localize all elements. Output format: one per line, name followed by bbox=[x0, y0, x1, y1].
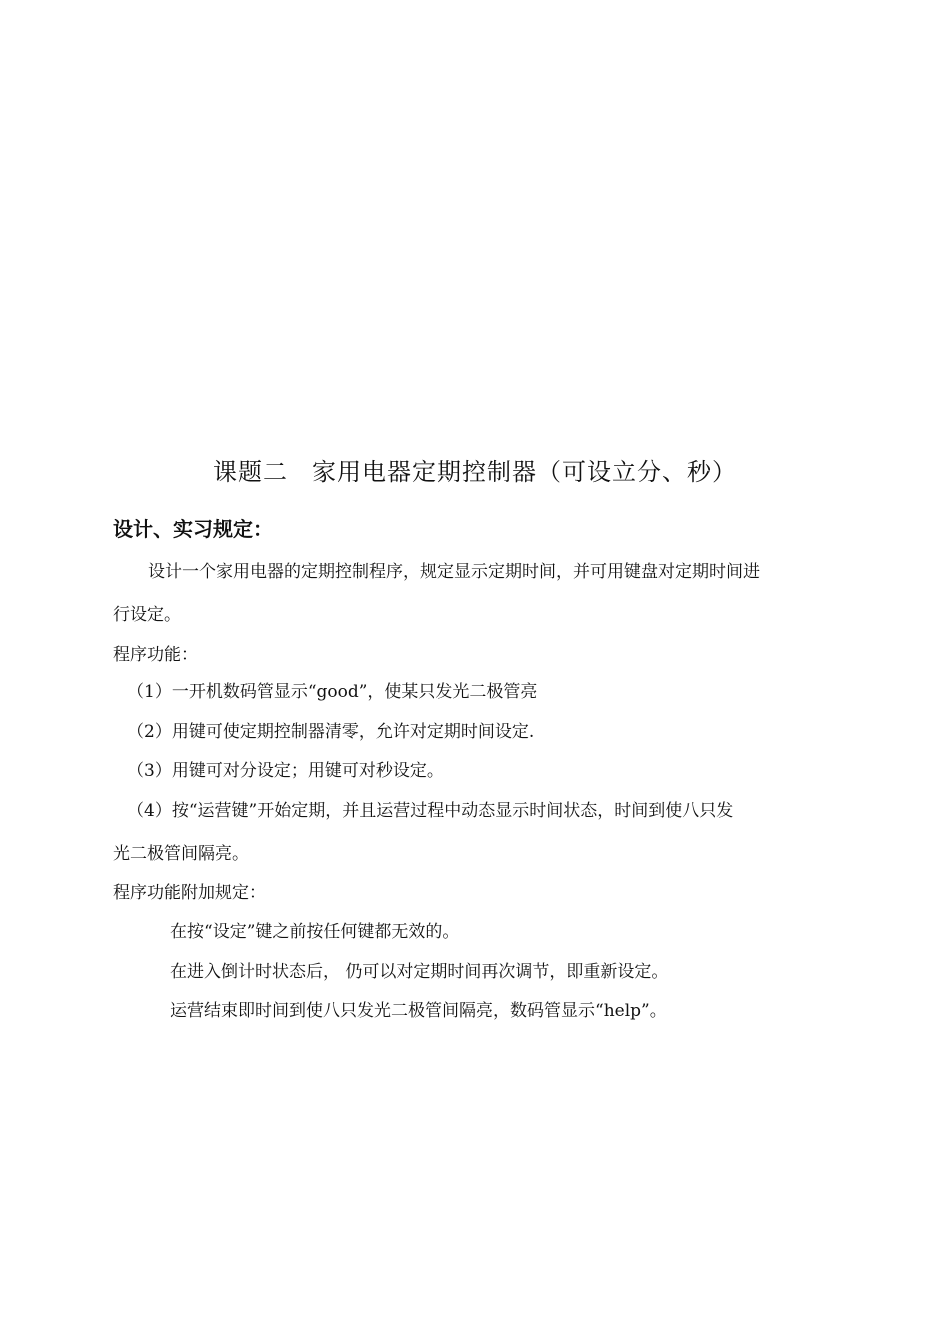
feature-item-1: （1）一开机数码管显示“good”，使某只发光二极管亮 bbox=[127, 682, 538, 702]
document-title bbox=[0, 454, 950, 490]
feature-item-2: （2）用键可使定期控制器清零，允许对定期时间设定. bbox=[127, 722, 535, 742]
feature-item-3: （3）用键可对分设定；用键可对秒设定。 bbox=[127, 761, 444, 781]
title-topic-number: 课题二 bbox=[213, 458, 288, 486]
intro-line-2: 行设定。 bbox=[113, 605, 181, 625]
extra-heading: 程序功能附加规定： bbox=[113, 883, 266, 903]
intro-line-1: 设计一个家用电器的定期控制程序，规定显示定期时间，并可用键盘对定期时间进 bbox=[148, 562, 760, 582]
extra-item-1: 在按“设定”键之前按任何键都无效的。 bbox=[170, 922, 460, 942]
extra-item-2: 在进入倒计时状态后， 仍可以对定期时间再次调节，即重新设定。 bbox=[170, 962, 669, 982]
features-heading: 程序功能： bbox=[113, 645, 198, 665]
title-topic-name: 家用电器定期控制器（可设立分、秒） bbox=[312, 458, 737, 486]
extra-item-3: 运营结束即时间到使八只发光二极管间隔亮，数码管显示“help”。 bbox=[170, 1001, 667, 1021]
section-heading: 设计、实习规定： bbox=[113, 517, 273, 541]
feature-item-4-line-1: （4）按“运营键”开始定期，并且运营过程中动态显示时间状态，时间到使八只发 bbox=[127, 801, 734, 821]
feature-item-4-line-2: 光二极管间隔亮。 bbox=[113, 844, 249, 864]
